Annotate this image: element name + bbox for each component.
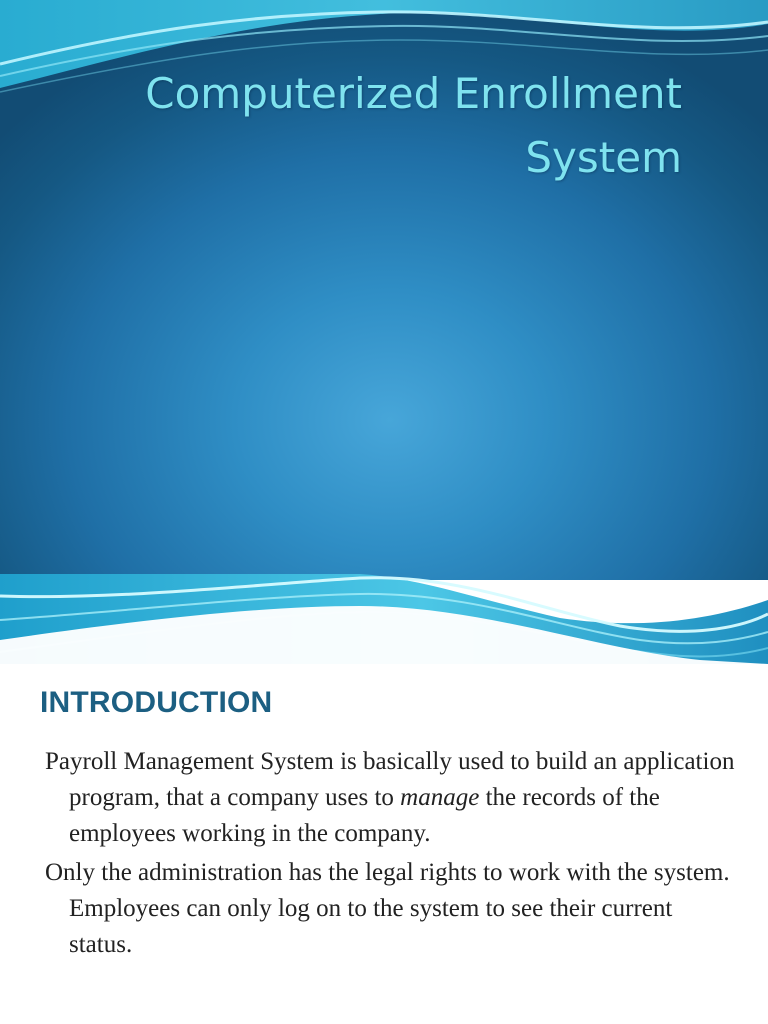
paragraph-1-text-b: the records of the employees working in the company. xyxy=(69,784,660,847)
paragraph-1-emphasis: manage xyxy=(400,784,480,811)
body-text xyxy=(45,744,735,966)
section-heading: INTRODUCTION xyxy=(40,686,273,719)
paragraph-2: Only the administration has the legal rights to work with the system. Employees can only log on to the system to see their current status. xyxy=(45,859,730,958)
title-line-2: System xyxy=(525,133,682,182)
slide-title xyxy=(42,62,682,190)
introduction-slide xyxy=(0,664,768,1024)
paragraph-1 xyxy=(45,744,735,852)
paragraph-1-text-a: Payroll Management System is basically used to build an application program, that a company uses to xyxy=(45,748,735,811)
title-line-1: Computerized Enrollment xyxy=(145,69,682,118)
